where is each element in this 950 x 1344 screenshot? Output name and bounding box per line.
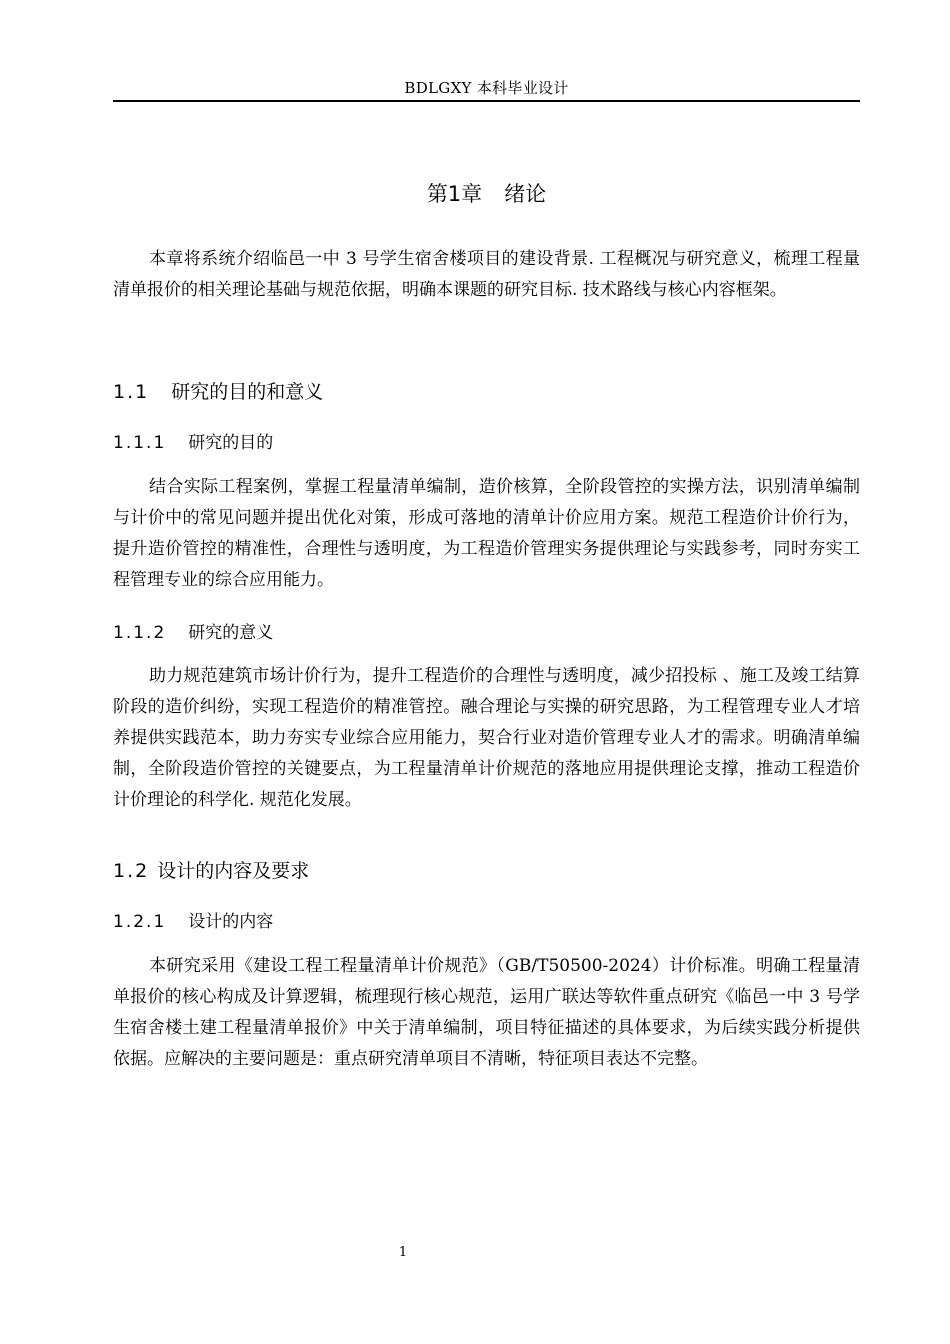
section-title: 设计的内容及要求 (157, 860, 310, 882)
section-heading-1-1 (113, 378, 323, 406)
subsection-heading-1-1-2 (113, 620, 273, 646)
chapter-number: 第1章 (426, 182, 483, 206)
section-title: 研究的目的和意义 (171, 381, 324, 403)
paragraph-1-1-1: 结合实际工程案例，掌握工程量清单编制，造价核算，全阶段管控的实操方法，识别清单编制与计价中的常见问题并提出优化对策，形成可落地的清单计价应用方案。规范工程造价计价行为，提升造价管控的精准性，合理性与透明度，为工程造价管理实务提供理论与实践参考，同时夯实工程管理专业的综合应用能力。 (113, 477, 860, 590)
subsection-number: 1.2.1 (113, 912, 167, 932)
section-number: 1.1 (113, 381, 150, 403)
section-heading-1-2 (113, 857, 309, 885)
subsection-heading-1-2-1 (113, 909, 273, 935)
chapter-title (113, 178, 860, 210)
subsection-heading-1-1-1 (113, 430, 273, 456)
subsection-number: 1.1.1 (113, 433, 167, 453)
intro-paragraph: 本章将系统介绍临邑一中 3 号学生宿舍楼项目的建设背景. 工程概况与研究意义，梳理工程量清单报价的相关理论基础与规范依据，明确本课题的研究目标. 技术路线与核心内容框架。 (113, 249, 860, 300)
subsection-number: 1.1.2 (113, 623, 167, 643)
subsection-title: 研究的目的 (188, 433, 274, 453)
subsection-title: 设计的内容 (188, 912, 274, 932)
page-header: BDLGXY 本科毕业设计 (404, 79, 569, 97)
chapter-name: 绪论 (504, 182, 547, 206)
section-number: 1.2 (113, 860, 150, 882)
paragraph-1-2-1: 本研究采用《建设工程工程量清单计价规范》（GB/T50500-2024）计价标准。明确工程量清单报价的核心构成及计算逻辑，梳理现行核心规范，运用广联达等软件重点研究《临邑一中 3 号学生宿舍楼土建工程量清单报价》中关于清单编制，项目特征描述的具体要求，为后续实践分析提供依据。应解决的主要问题是：重点研究清单项目不清晰，特征项目表达不完整。 (113, 956, 860, 1069)
paragraph-1-1-2: 助力规范建筑市场计价行为，提升工程造价的合理性与透明度，减少招投标 、施工及竣工结算阶段的造价纠纷，实现工程造价的精准管控。融合理论与实操的研究思路，为工程管理专业人才培养提供实践范本，助力夯实专业综合应用能力，契合行业对造价管理专业人才的需求。明确清单编制，全阶段造价管控的关键要点，为工程量清单计价规范的落地应用提供理论支撑，推动工程造价计价理论的科学化. 规范化发展。 (113, 666, 860, 810)
subsection-title: 研究的意义 (188, 623, 274, 643)
page-number: 1 (398, 1245, 408, 1260)
header-rule (113, 100, 860, 102)
